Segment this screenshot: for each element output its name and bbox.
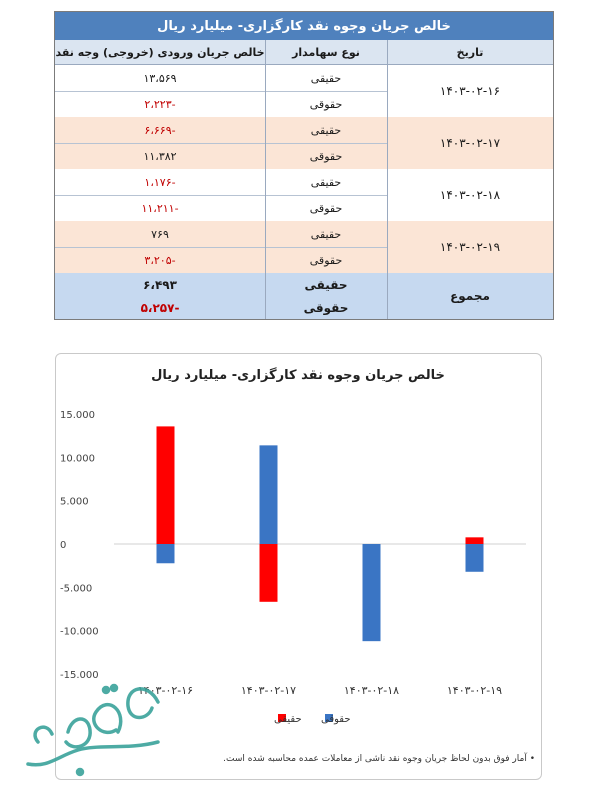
y-tick-label: 15.000 (60, 410, 95, 421)
y-tick-label: 0 (60, 540, 67, 551)
total-holder-cell: حقوقی (303, 300, 349, 315)
total-label: مجموع (450, 289, 490, 303)
date-cell: ۱۴۰۳-۰۲-۱۷ (439, 136, 501, 150)
date-cell: ۱۴۰۳-۰۲-۱۶ (439, 84, 501, 98)
total-value-cell: ۶،۴۹۳ (143, 277, 177, 292)
x-tick-label: ۱۴۰۳-۰۲-۱۸ (343, 684, 400, 697)
date-cell: ۱۴۰۳-۰۲-۱۸ (439, 188, 501, 202)
net-flow-cell: -۱،۱۷۶ (144, 175, 176, 189)
header-net-flow: خالص جریان ورودی (خروجی) وجه نقد (55, 40, 265, 65)
holder-type-cell: حقوقی (309, 201, 343, 215)
cash-flow-table (54, 11, 554, 320)
y-tick-label: 10.000 (60, 453, 95, 465)
holder-type-cell: حقوقی (309, 97, 343, 111)
table-title: خالص جریان وجوه نقد کارگزاری- میلیارد ریال (55, 12, 553, 40)
holder-type-cell: حقیقی (310, 123, 342, 137)
x-tick-label: ۱۴۰۳-۰۲-۱۹ (446, 684, 503, 697)
holder-type-cell: حقوقی (309, 149, 343, 163)
chart-title: خالص جریان وجوه نقد کارگزاری- میلیارد ریال (151, 368, 445, 383)
header-date: تاریخ (387, 40, 553, 65)
footnote: • آمار فوق بدون لحاظ جریان وجوه نقد ناشی از معاملات عمده محاسبه شده است. (223, 754, 535, 764)
bar-haghighi (466, 537, 484, 544)
bar-haghighi (157, 426, 175, 544)
column-divider (387, 40, 388, 319)
bar-hoghooghi (157, 544, 175, 563)
column-divider (265, 40, 266, 319)
legend-label: حقیقی (274, 714, 302, 725)
holder-type-cell: حقوقی (309, 253, 343, 267)
watermark-logo (8, 672, 178, 797)
holder-type-cell: حقیقی (310, 175, 342, 189)
bar-haghighi (260, 544, 278, 602)
x-tick-label: ۱۴۰۳-۰۲-۱۷ (240, 684, 297, 697)
net-flow-cell: -۱۱،۲۱۱ (141, 201, 179, 215)
date-cell: ۱۴۰۳-۰۲-۱۹ (439, 240, 501, 254)
y-tick-label: -5.000 (60, 583, 93, 595)
net-flow-cell: -۶،۶۶۹ (144, 123, 176, 137)
x-tick-label: ۱۴۰۳-۰۲-۱۶ (137, 684, 194, 697)
net-flow-cell: ۱۱،۳۸۲ (143, 149, 177, 163)
net-flow-cell: ۷۶۹ (151, 227, 169, 241)
net-flow-cell: -۲،۲۲۳ (144, 97, 176, 111)
net-flow-cell: ۱۳،۵۶۹ (143, 71, 177, 85)
bar-hoghooghi (466, 544, 484, 572)
holder-type-cell: حقیقی (310, 227, 342, 241)
total-value-cell: -۵،۲۵۷ (140, 300, 180, 315)
bar-hoghooghi (363, 544, 381, 641)
holder-type-cell: حقیقی (310, 71, 342, 85)
y-tick-label: 5.000 (60, 496, 89, 508)
bar-hoghooghi (260, 445, 278, 544)
header-holder-type: نوع سهامدار (265, 40, 387, 65)
y-tick-label: -10.000 (60, 626, 99, 638)
total-holder-cell: حقیقی (304, 277, 348, 292)
legend-label: حقوقی (321, 714, 351, 725)
y-tick-label: -15.000 (60, 670, 99, 681)
net-flow-cell: -۳،۲۰۵ (144, 253, 176, 267)
